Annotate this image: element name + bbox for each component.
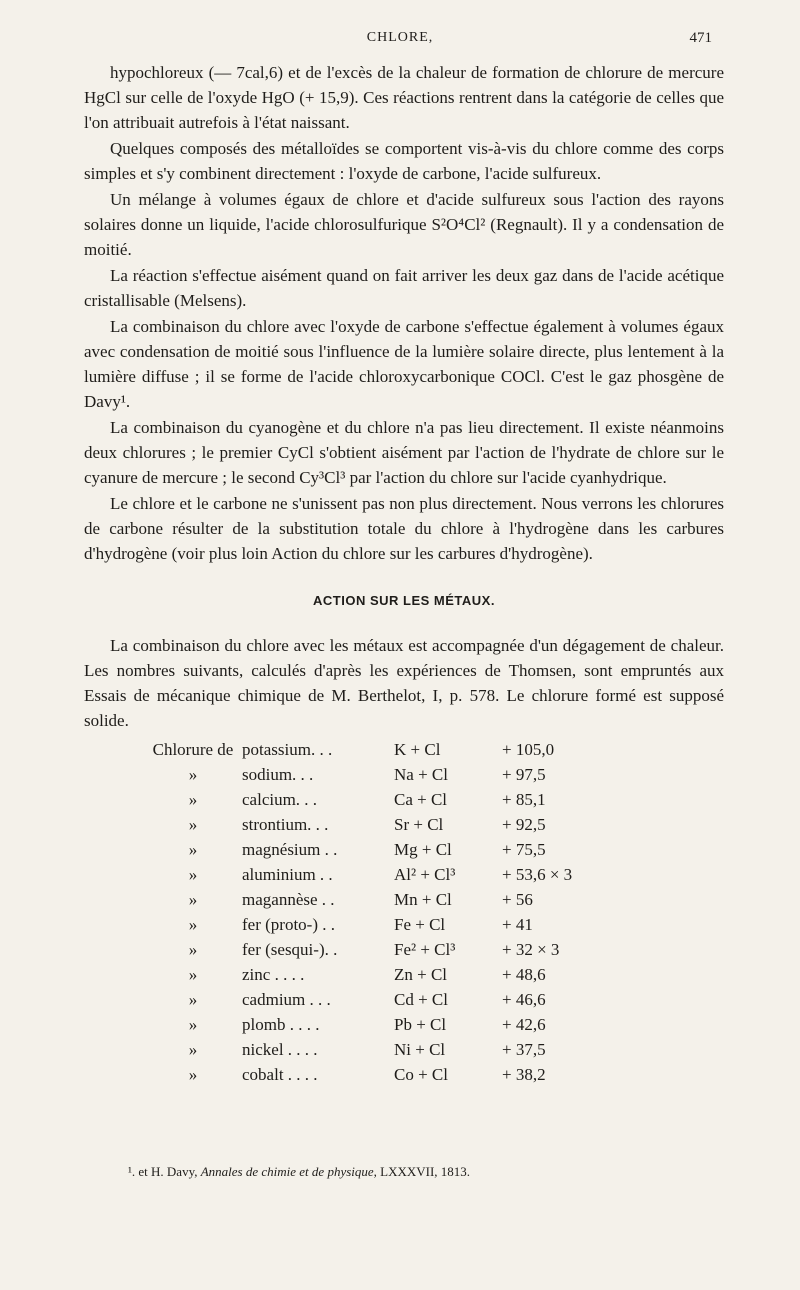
metal-name: fer (proto-) . .	[242, 915, 335, 934]
table-row	[144, 987, 602, 1012]
heat-value: + 75,5	[502, 840, 546, 859]
row-label: »	[188, 915, 198, 934]
heat-value: + 42,6	[502, 1015, 546, 1034]
reaction-formula: Co + Cl	[394, 1065, 448, 1084]
reaction-formula: Sr + Cl	[394, 815, 444, 834]
table-row	[144, 787, 602, 812]
heat-value: + 41	[502, 915, 533, 934]
heat-of-formation-table	[144, 737, 602, 1087]
heat-value: + 97,5	[502, 765, 546, 784]
row-label: Chlorure de	[152, 740, 234, 759]
row-label: »	[188, 865, 198, 884]
metal-name: magannèse . .	[242, 890, 335, 909]
heat-value: + 46,6	[502, 990, 546, 1009]
reaction-formula: Fe² + Cl³	[394, 940, 456, 959]
heat-value: + 56	[502, 890, 533, 909]
row-label: »	[188, 940, 198, 959]
paragraph-7: Le chlore et le carbone ne s'unissent pas non plus directement. Nous verrons les chlorures de carbone résulter de la substitution totale du chlore à l'hydrogène dans les carbures d'hydrogène (voir plus loin Action du chlore sur les carbures d'hydrogène).	[84, 494, 724, 563]
paragraph-6: La combinaison du cyanogène et du chlore n'a pas lieu directement. Il existe néanmoins deux chlorures ; le premier CyCl s'obtient aisément par l'action de l'hydrate de chlore sur le cyanure de mercure ; le second Cy³Cl³ par l'action du chlore sur l'acide cyanhydrique.	[84, 418, 724, 487]
paragraph-5: La combinaison du chlore avec l'oxyde de carbone s'effectue également à volumes égaux avec condensation de moitié sous l'influence de la lumière solaire directe, plus lentement à la lumière diffuse ; il se forme de l'acide chloroxycarbonique COCl. C'est le gaz phosgène de Davy¹.	[84, 317, 724, 411]
table-row	[144, 887, 602, 912]
reaction-formula: Ca + Cl	[394, 790, 448, 809]
row-label: »	[188, 1065, 198, 1084]
heat-value: + 48,6	[502, 965, 546, 984]
running-title: CHLORE,	[366, 30, 434, 45]
paragraph-1: hypochloreux (— 7cal,6) et de l'excès de la chaleur de formation de chlorure de mercure HgCl sur celle de l'oxyde HgO (+ 15,9). Ces réactions rentrent dans la catégorie de celles que l'on attribuait autrefois à l'état naissant.	[84, 63, 724, 132]
row-label: »	[188, 815, 198, 834]
heat-value: + 85,1	[502, 790, 546, 809]
row-label: »	[188, 990, 198, 1009]
heat-value: + 92,5	[502, 815, 546, 834]
table-row	[144, 937, 602, 962]
metal-name: aluminium . .	[242, 865, 333, 884]
metal-name: magnésium . .	[242, 840, 338, 859]
metal-name: fer (sesqui-). .	[242, 940, 338, 959]
row-label: »	[188, 1040, 198, 1059]
table-row	[144, 737, 602, 762]
table-row	[144, 912, 602, 937]
heat-value: + 38,2	[502, 1065, 546, 1084]
paragraph-8: La combinaison du chlore avec les métaux est accompagnée d'un dégagement de chaleur. Les nombres suivants, calculés d'après les expériences de Thomsen, sont empruntés aux Essais de mécanique chimique de M. Berthelot, I, p. 578. Le chlorure formé est supposé solide.	[84, 636, 724, 730]
reaction-formula: Zn + Cl	[394, 965, 448, 984]
row-label: »	[188, 965, 198, 984]
body-text	[84, 60, 724, 1087]
footnote-prefix: ¹. et H. Davy,	[128, 1164, 201, 1179]
metal-name: cobalt . . . .	[242, 1065, 318, 1084]
metal-name: cadmium . . .	[242, 990, 331, 1009]
reaction-formula: Mn + Cl	[394, 890, 452, 909]
row-label: »	[188, 790, 198, 809]
page-header	[0, 30, 800, 54]
reaction-formula: Na + Cl	[394, 765, 448, 784]
table-row	[144, 812, 602, 837]
paragraph-3: Un mélange à volumes égaux de chlore et d'acide sulfureux sous l'action des rayons solaires donne un liquide, l'acide chlorosulfurique S²O⁴Cl² (Regnault). Il y a condensation de moitié.	[84, 190, 724, 259]
paragraph-2: Quelques composés des métalloïdes se comportent vis-à-vis du chlore comme des corps simples et s'y combinent directement : l'oxyde de carbone, l'acide sulfureux.	[84, 139, 724, 183]
page-number: 471	[689, 30, 712, 46]
reaction-formula: Mg + Cl	[394, 840, 452, 859]
reaction-formula: Pb + Cl	[394, 1015, 447, 1034]
table-row	[144, 962, 602, 987]
heat-value: + 37,5	[502, 1040, 546, 1059]
table-row	[144, 862, 602, 887]
row-label: »	[188, 840, 198, 859]
reaction-formula: Ni + Cl	[394, 1040, 446, 1059]
footnote	[128, 1164, 470, 1180]
heat-value: + 53,6 × 3	[502, 865, 573, 884]
row-label: »	[188, 890, 198, 909]
reaction-formula: Al² + Cl³	[394, 865, 456, 884]
row-label: »	[188, 765, 198, 784]
reaction-formula: Fe + Cl	[394, 915, 446, 934]
heat-value: + 105,0	[502, 740, 555, 759]
metal-name: zinc . . . .	[242, 965, 305, 984]
metal-name: plomb . . . .	[242, 1015, 320, 1034]
metal-name: strontium. . .	[242, 815, 329, 834]
footnote-suffix: , LXXXVII, 1813.	[373, 1164, 471, 1179]
table-row	[144, 1062, 602, 1087]
metal-name: nickel . . . .	[242, 1040, 318, 1059]
footnote-title: Annales de chimie et de physique	[200, 1164, 374, 1179]
metal-name: calcium. . .	[242, 790, 318, 809]
reaction-formula: K + Cl	[394, 740, 441, 759]
metal-name: potassium. . .	[242, 740, 333, 759]
reaction-formula: Cd + Cl	[394, 990, 448, 1009]
paragraph-4: La réaction s'effectue aisément quand on fait arriver les deux gaz dans de l'acide acétique cristallisable (Melsens).	[84, 266, 724, 310]
section-heading: ACTION SUR LES MÉTAUX.	[313, 593, 495, 608]
metal-name: sodium. . .	[242, 765, 314, 784]
table-row	[144, 1037, 602, 1062]
row-label: »	[188, 1015, 198, 1034]
heat-value: + 32 × 3	[502, 940, 560, 959]
table-row	[144, 1012, 602, 1037]
table-row	[144, 762, 602, 787]
table-row	[144, 837, 602, 862]
